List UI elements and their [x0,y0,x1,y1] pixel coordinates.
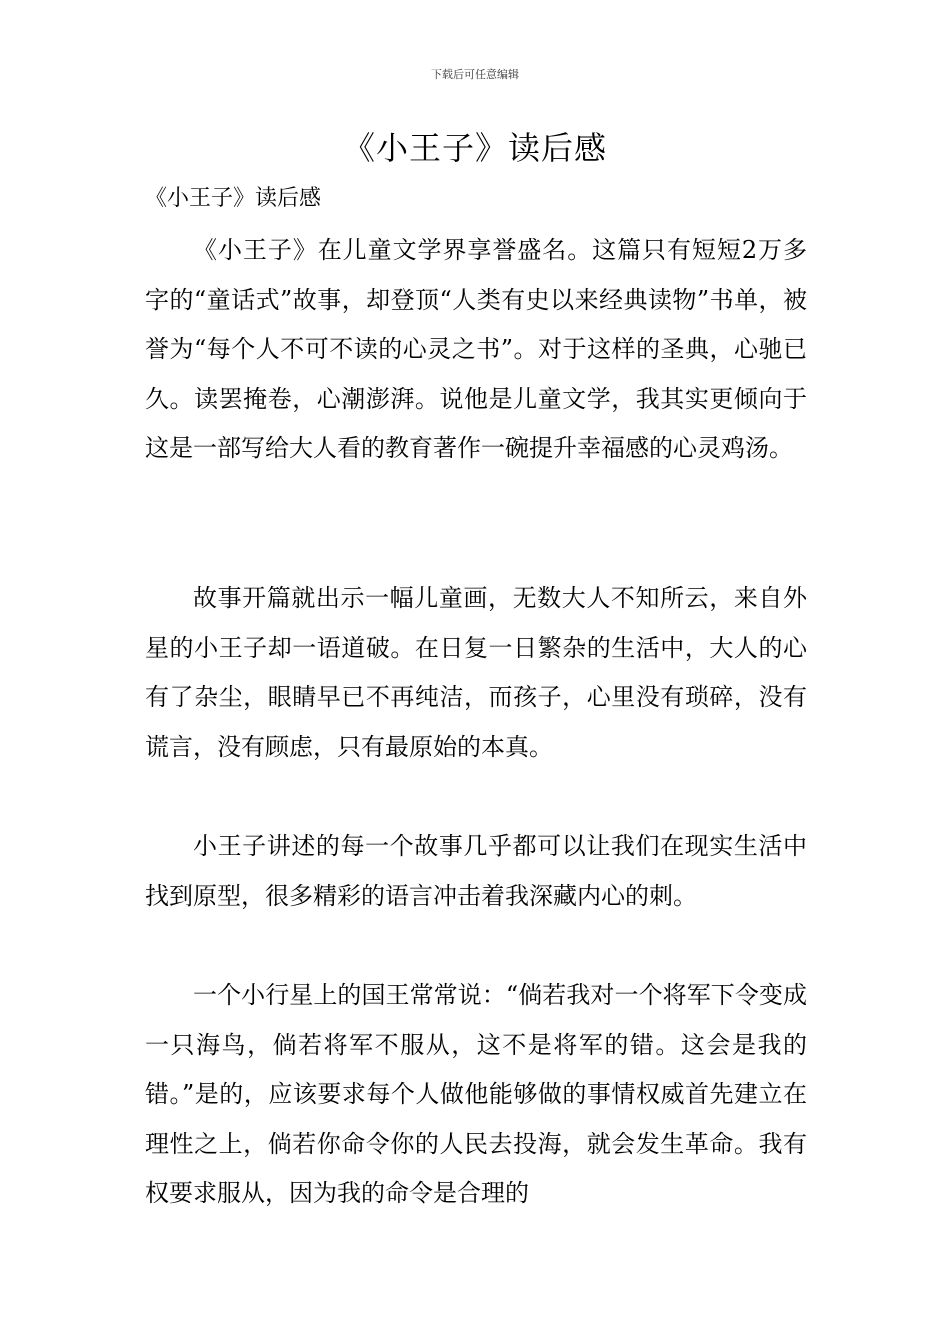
paragraph-text: 小王子讲述的每一个故事几乎都可以让我们在现实生活中找到原型，很多精彩的语言冲击着我深藏内心的刺。 [145,832,807,910]
paragraph-text: 《小王子》在儿童文学界享誉盛名。这篇只有短短2万多字的“童话式”故事，却登顶“人类有史以来经典读物”书单，被誉为“每个人不可不读的心灵之书”。对于这样的圣典，心驰已久。读罢掩卷，心潮澎湃。说他是儿童文学，我其实更倾向于这是一部写给大人看的教育著作一碗提升幸福感的心灵鸡汤。 [145,236,807,462]
page-header-note: 下载后可任意编辑 [431,68,519,81]
document-subtitle: 《小王子》读后感 [145,186,322,211]
paragraph-text: 故事开篇就出示一幅儿童画，无数大人不知所云，来自外星的小王子却一语道破。在日复一日繁杂的生活中，大人的心有了杂尘，眼睛早已不再纯洁，而孩子，心里没有琐碎，没有谎言，没有顾虑，只有最原始的本真。 [145,584,807,761]
body-paragraph-1 [145,226,807,474]
body-paragraph-3 [145,822,807,921]
body-paragraph-2 [145,574,807,772]
paragraph-text: 一个小行星上的国王常常说：“倘若我对一个将军下令变成一只海鸟，倘若将军不服从，这不是将军的错。这会是我的错。”是的，应该要求每个人做他能够做的事情权威首先建立在理性之上，倘若你命令你的人民去投海，就会发生革命。我有权要求服从，因为我的命令是合理的 [145,981,807,1207]
document-title: 《小王子》读后感 [342,129,607,167]
body-paragraph-4 [145,971,807,1219]
